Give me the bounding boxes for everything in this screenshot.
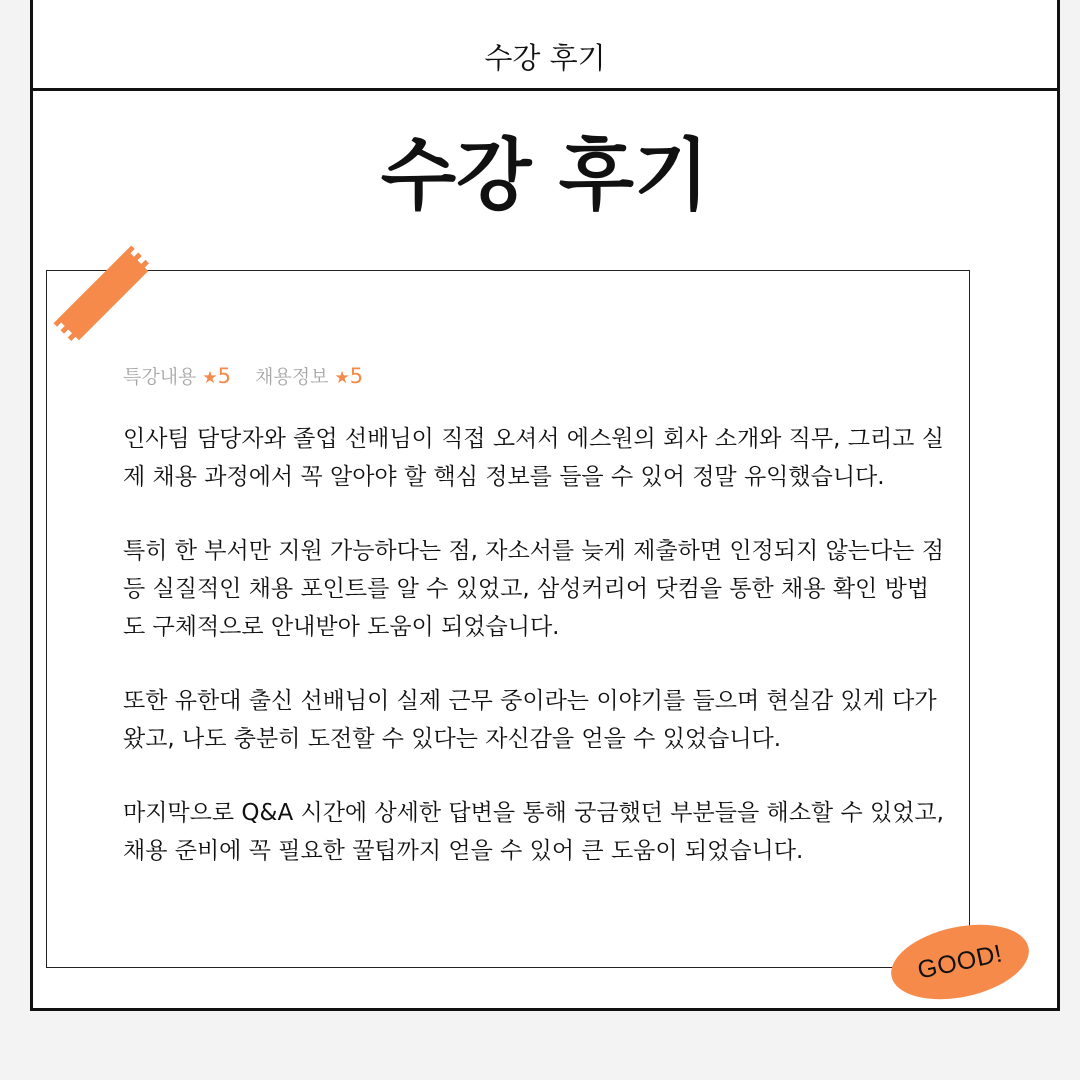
rating-content xyxy=(123,363,231,391)
header-title: 수강 후기 xyxy=(484,41,606,75)
header-bar xyxy=(33,0,1057,91)
star-icon: ★ xyxy=(202,368,218,388)
rating-recruit xyxy=(255,363,363,391)
review-paragraph: 마지막으로 Q&A 시간에 상세한 답변을 통해 궁금했던 부분들을 해소할 수 있었고, 채용 준비에 꼭 필요한 꿀팁까지 얻을 수 있어 큰 도움이 되었습니다. xyxy=(123,800,944,864)
review-paragraph: 특히 한 부서만 지원 가능하다는 점, 자소서를 늦게 제출하면 인정되지 않는다는 점 등 실질적인 채용 포인트를 알 수 있었고, 삼성커리어 닷컴을 통한 채용 확인 방법 도 구체적으로 안내받아 도움이 되었습니다. xyxy=(123,538,944,640)
rating-score: 5 xyxy=(349,364,364,388)
star-icon: ★ xyxy=(334,368,350,388)
review-body xyxy=(123,420,973,906)
rating-label: 채용정보 xyxy=(255,366,329,388)
page-title: 수강 후기 xyxy=(380,131,710,221)
rating-score: 5 xyxy=(217,364,232,388)
ratings-row xyxy=(123,363,381,391)
rating-label: 특강내용 xyxy=(123,366,197,388)
review-paragraph: 또한 유한대 출신 선배님이 실제 근무 중이라는 이야기를 들으며 현실감 있게 다가 왔고, 나도 충분히 도전할 수 있다는 자신감을 얻을 수 있었습니다. xyxy=(123,688,937,752)
badge-text: GOOD! xyxy=(915,938,1005,985)
review-paragraph: 인사팀 담당자와 졸업 선배님이 직접 오셔서 에스원의 회사 소개와 직무, 그리고 실 제 채용 과정에서 꼭 알아야 할 핵심 정보를 들을 수 있어 정말 유익했습니다. xyxy=(123,426,944,490)
